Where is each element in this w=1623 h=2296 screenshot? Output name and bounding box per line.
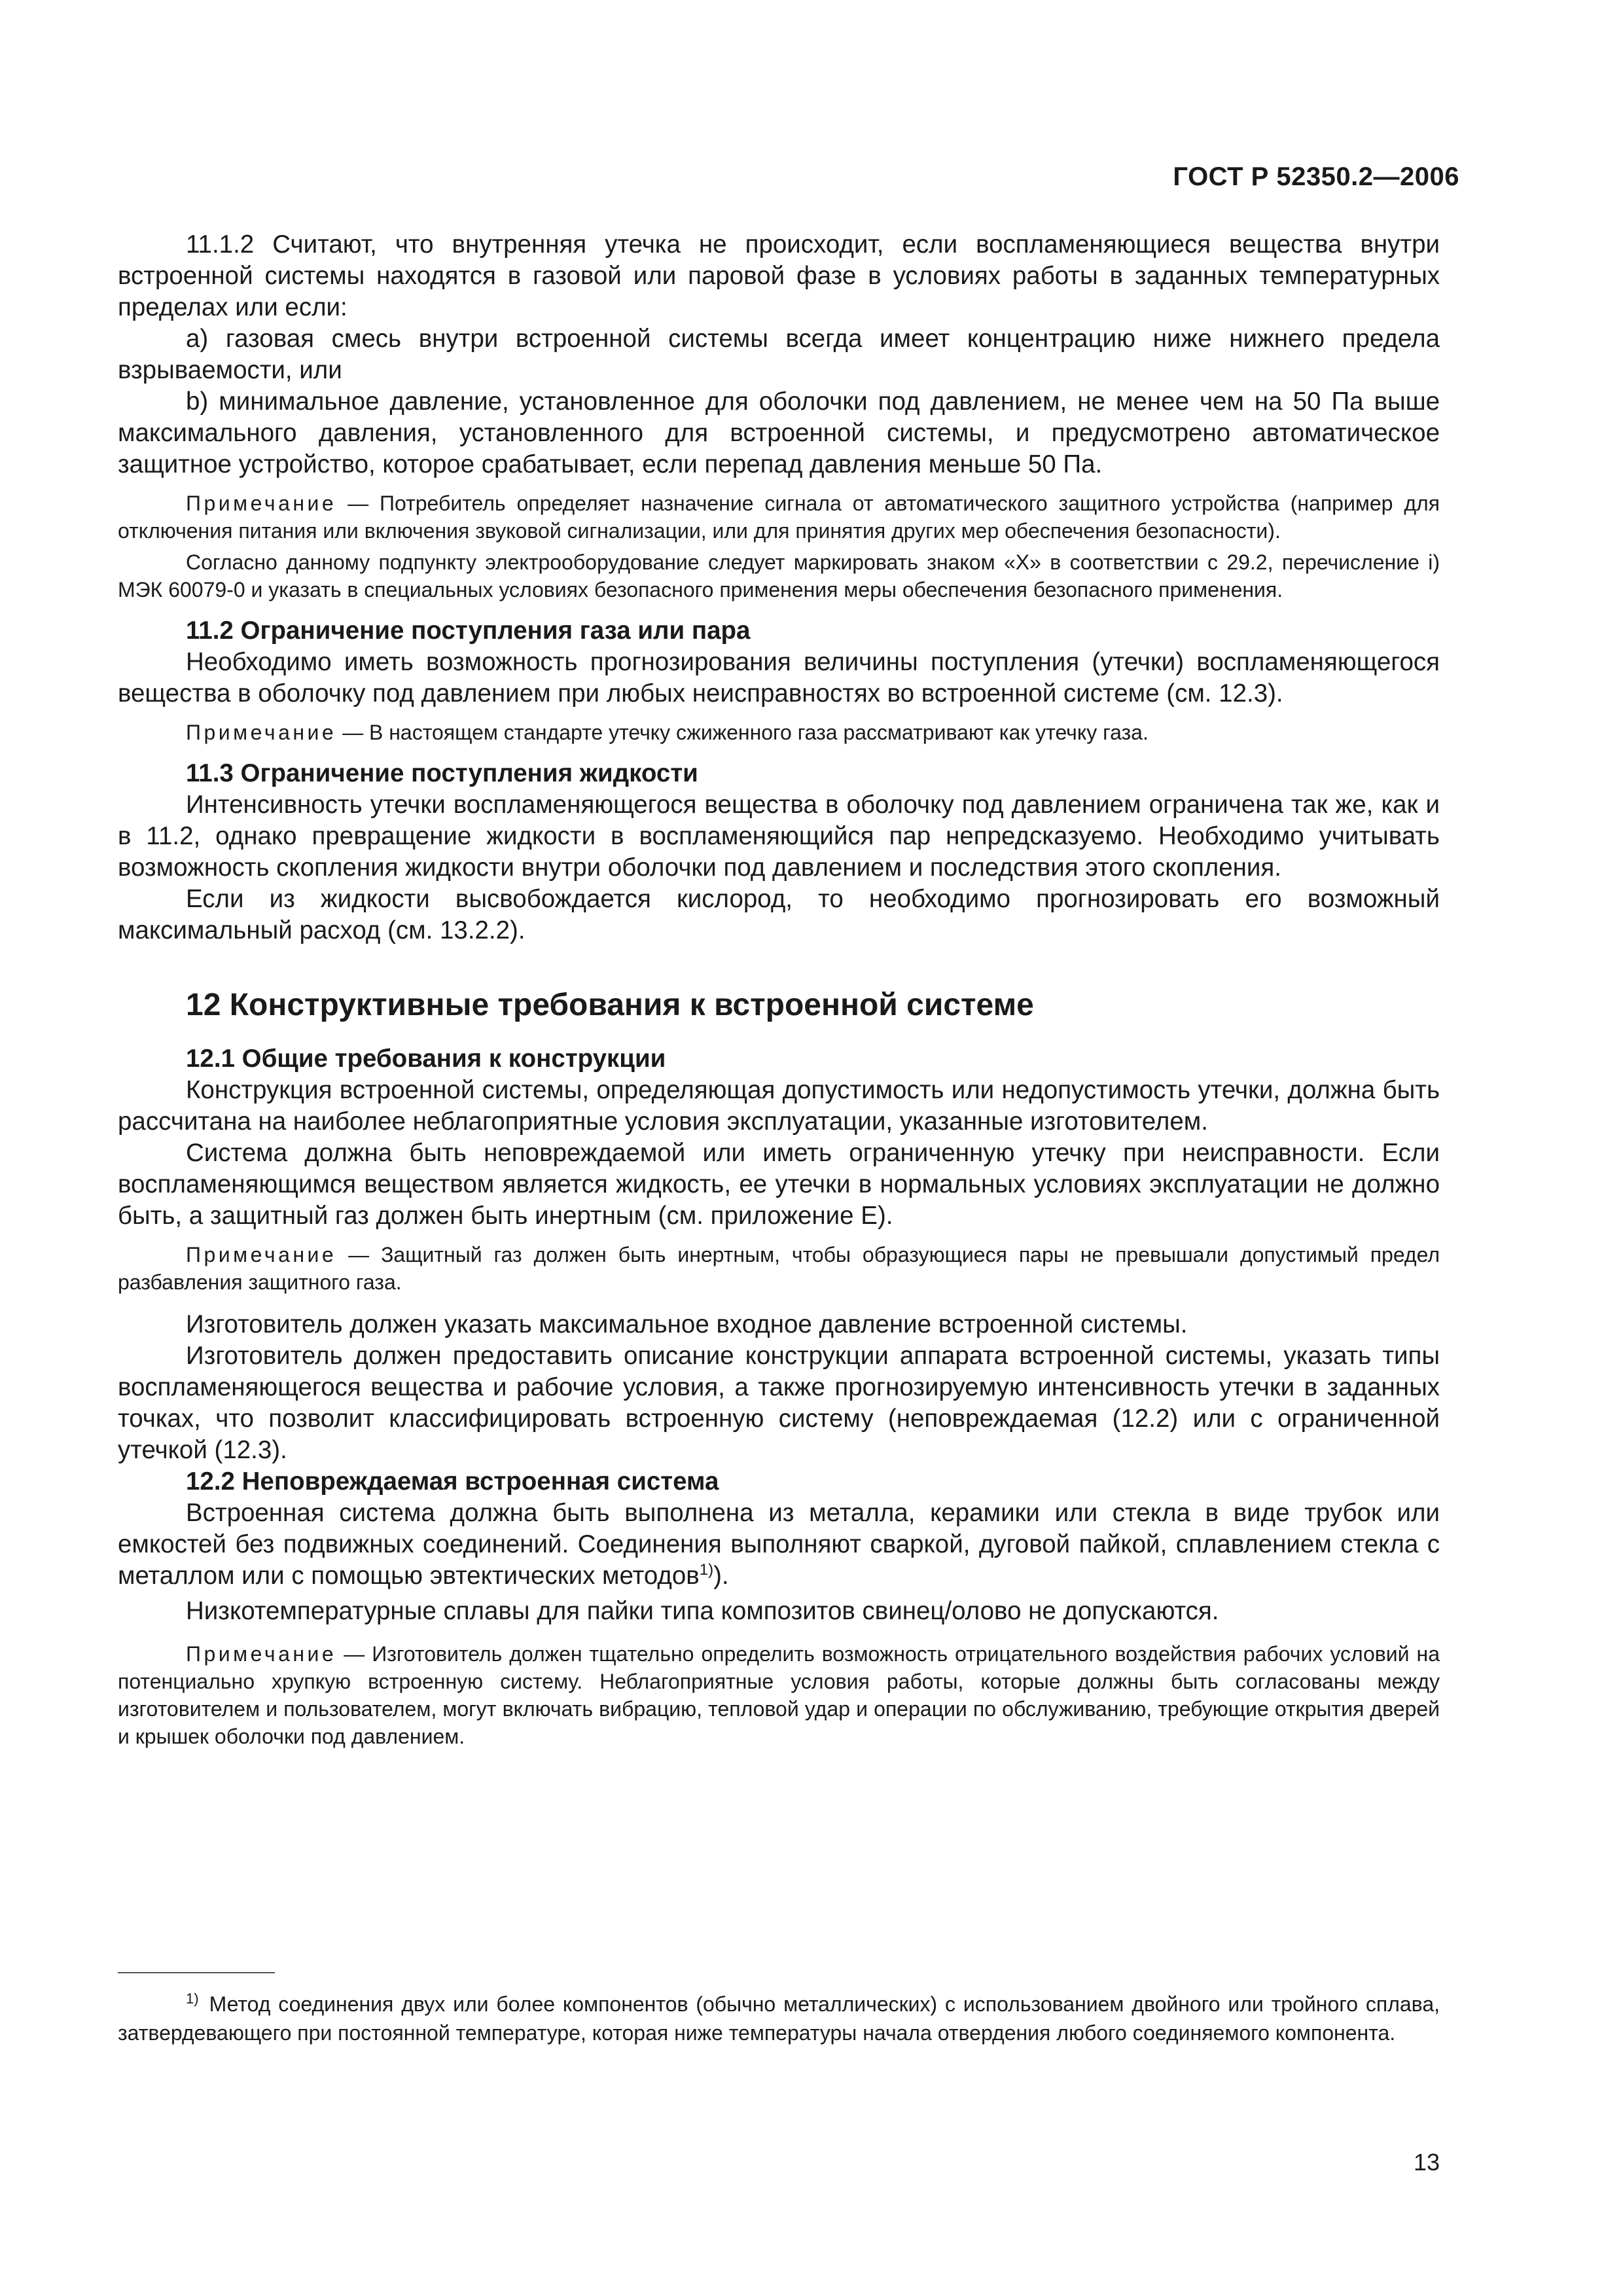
paragraph-11-3-1: Интенсивность утечки воспламеняющегося вещества в оболочку под давлением ограничена так же, как и в 11.2, однако превращение жидкости в воспламеняющийся пар непредсказуемо. Необходимо учитывать возможность скопления жидкости внутри оболочки под давлением и последствия этого скопления. [118, 791, 1440, 882]
footnote-text: Метод соединения двух или более компонентов (обычно металлических) с использованием двойного или тройного сплава, затвердевающего при постоянной температуре, которая ниже температуры начала отвердения любого соединяемого компонента. [118, 1992, 1440, 2045]
footnote-divider [118, 1972, 275, 1973]
note-11-2 [118, 719, 1440, 746]
note-text: — В настоящем стандарте утечку сжиженного газа рассматривают как утечку газа. [336, 721, 1149, 744]
list-item-b: b) минимальное давление, установленное для оболочки под давлением, не менее чем на 50 Па выше максимального давления, установленного для встроенной системы, и предусмотрено автоматическое защитное устройство, которое срабатывает, если перепад давления меньше 50 Па. [118, 387, 1440, 478]
note-12-1 [118, 1241, 1440, 1296]
heading-12-2: 12.2 Неповреждаемая встроенная система [186, 1467, 719, 1496]
paragraph-12-2-1-text: Встроенная система должна быть выполнена из металла, керамики или стекла в виде трубок или емкостей без подвижных соединений. Соединения выполняют сваркой, дуговой пайкой, сплавлением стекла с металлом или с помощью эвтектических методов [118, 1499, 1440, 1590]
paragraph-12-2-1 [118, 1498, 1440, 1592]
heading-11-3: 11.3 Ограничение поступления жидкости [186, 759, 698, 787]
note-11-1-2-continuation: Согласно данному подпункту электрооборудование следует маркировать знаком «X» в соответствии с 29.2, перечисление i) МЭК 60079-0 и указать в специальных условиях безопасного применения меры обеспечения безопасного применения. [118, 550, 1440, 601]
note-label: Примечание [186, 492, 337, 515]
footnote-mark: 1) [186, 1990, 199, 2007]
paragraph-12-2-1-end: ). [713, 1562, 729, 1590]
note-label: Примечание [186, 721, 337, 744]
footnote [118, 1990, 1440, 2047]
paragraph-12-1-4: Изготовитель должен предоставить описание конструкции аппарата встроенной системы, указать типы воспламеняющегося вещества и рабочие условия, а также прогнозируемую интенсивность утечки в заданных точках, что позволит классифицировать встроенную систему (неповреждаемая (12.2) или с ограниченной утечкой (12.3). [118, 1342, 1440, 1464]
note-label: Примечание [186, 1243, 337, 1266]
paragraph-11-3-2: Если из жидкости высвобождается кислород, то необходимо прогнозировать его возможный максимальный расход (см. 13.2.2). [118, 885, 1440, 944]
paragraph-11-1-2-intro: 11.1.2 Считают, что внутренняя утечка не происходит, если воспламеняющиеся вещества внутри встроенной системы находятся в газовой или паровой фазе в условиях работы в заданных температурных пределах или если: [118, 230, 1440, 321]
heading-11-2: 11.2 Ограничение поступления газа или пара [186, 617, 751, 645]
note-label: Примечание [186, 1642, 337, 1666]
note-11-1-2 [118, 490, 1440, 545]
paragraph-12-1-1: Конструкция встроенной системы, определяющая допустимость или недопустимость утечки, должна быть рассчитана на наиболее неблагоприятные условия эксплуатации, указанные изготовителем. [118, 1076, 1440, 1136]
footnote-reference: 1) [699, 1561, 714, 1579]
list-item-a: а) газовая смесь внутри встроенной системы всегда имеет концентрацию ниже нижнего предела взрываемости, или [118, 325, 1440, 384]
paragraph-12-2-2: Низкотемпературные сплавы для пайки типа композитов свинец/олово не допускаются. [186, 1597, 1219, 1625]
page-number: 13 [1413, 2149, 1440, 2176]
note-text: — Изготовитель должен тщательно определить возможность отрицательного воздействия рабочих условий на потенциально хрупкую встроенную систему. Неблагоприятные условия работы, которые должны быть согласованы между изготовителем и пользователем, могут включать вибрацию, тепловой удар и операции по обслуживанию, требующие открытия дверей и крышек оболочки под давлением. [118, 1642, 1440, 1748]
paragraph-12-1-2: Система должна быть неповреждаемой или иметь ограниченную утечку при неисправности. Если воспламеняющимся веществом является жидкость, ее утечки в нормальных условиях эксплуатации не должно быть, а защитный газ должен быть инертным (см. приложение Е). [118, 1139, 1440, 1230]
document-code-header: ГОСТ Р 52350.2—2006 [1173, 162, 1459, 191]
note-text: — Потребитель определяет назначение сигнала от автоматического защитного устройства (например для отключения питания или включения звуковой сигнализации, или для принятия других мер обеспечения безопасности). [118, 492, 1440, 543]
note-text: — Защитный газ должен быть инертным, чтобы образующиеся пары не превышали допустимый предел разбавления защитного газа. [118, 1243, 1440, 1294]
note-12-2 [118, 1640, 1440, 1750]
heading-12-1: 12.1 Общие требования к конструкции [186, 1045, 666, 1073]
paragraph-11-2: Необходимо иметь возможность прогнозирования величины поступления (утечки) воспламеняющегося вещества в оболочку под давлением при любых неисправностях во встроенной системе (см. 12.3). [118, 648, 1440, 708]
page-body [118, 229, 1440, 1750]
section-heading-12: 12 Конструктивные требования к встроенной системе [186, 988, 1034, 1022]
paragraph-12-1-3: Изготовитель должен указать максимальное входное давление встроенной системы. [186, 1310, 1188, 1338]
